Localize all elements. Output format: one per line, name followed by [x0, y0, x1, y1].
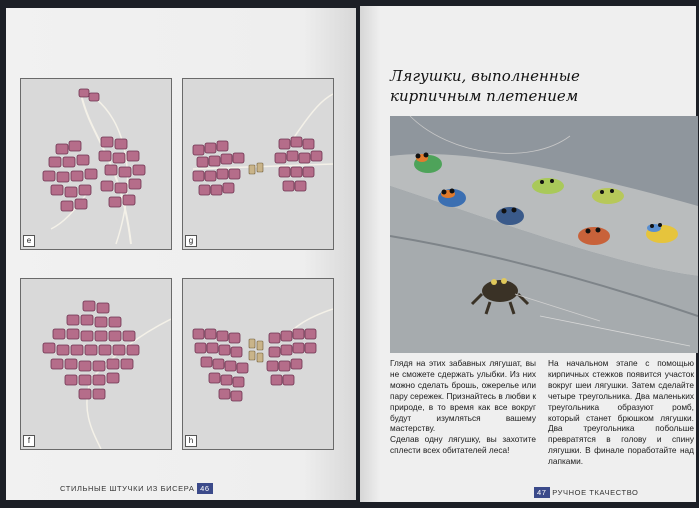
col1-paragraph-2: Сделав одну лягушку, вы захотите сплести всех обитателей леса!	[390, 434, 536, 456]
col2-paragraph-1: На начальном этапе с помощью кирпичных стежков появится участок вокруг шеи лягушки. Затем сделайте четыре треугольника. Два маленьких треугольника образуют ромб, который станет брюшком лягушки. Два треугольника побольше превратятся в голову и спину лягушки. В финале поработайте над лапками.	[548, 358, 694, 467]
col1-paragraph-1: Глядя на этих забавных лягушат, вы не сможете сдержать улыбки. Из них можно сделать брошь, ожерелье или пару сережек. Признайтесь в любви к природе, в то время как все вокруг будут изумляться вашему мастерству.	[390, 358, 536, 434]
left-footer	[60, 483, 213, 494]
bead-pattern-e-icon	[21, 79, 171, 249]
right-footer	[534, 487, 638, 498]
bead-photo-g	[182, 78, 334, 250]
page-title-line-2: кирпичным плетением	[390, 87, 579, 105]
frog-5	[592, 188, 624, 204]
beaded-frogs-on-stone-icon	[390, 116, 698, 353]
bead-pattern-g-icon	[183, 79, 333, 249]
bead-photo-e	[20, 78, 172, 250]
bead-pattern-f-icon	[21, 279, 171, 449]
frog-4	[532, 178, 564, 194]
photo-label-g: g	[185, 235, 197, 247]
right-page-number: 47	[534, 487, 550, 498]
bead-photo-f	[20, 278, 172, 450]
bead-pattern-h-icon	[183, 279, 333, 449]
text-column-1	[390, 358, 536, 456]
page-title	[390, 66, 640, 106]
right-footer-title: РУЧНОЕ ТКАЧЕСТВО	[552, 488, 639, 497]
left-page	[6, 8, 356, 500]
photo-label-e: e	[23, 235, 35, 247]
photo-label-f: f	[23, 435, 35, 447]
right-page	[360, 6, 696, 502]
page-title-line-1: Лягушки, выполненные	[390, 67, 580, 85]
text-column-2	[548, 358, 694, 467]
frogs-photo	[390, 116, 698, 353]
bead-photo-h	[182, 278, 334, 450]
frog-6	[578, 227, 610, 245]
photo-label-h: h	[185, 435, 197, 447]
left-page-number: 46	[197, 483, 213, 494]
frog-3	[496, 207, 524, 225]
left-footer-title: СТИЛЬНЫЕ ШТУЧКИ ИЗ БИСЕРА	[60, 484, 195, 493]
